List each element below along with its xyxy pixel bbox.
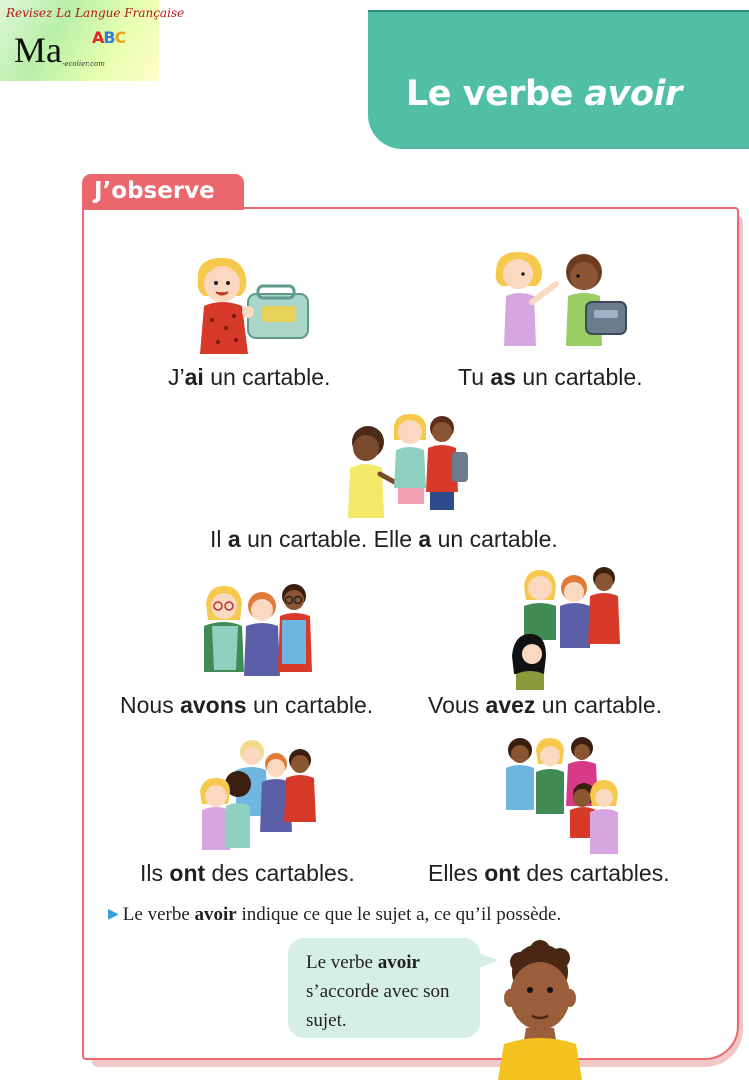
example-nous: Nous avons un cartable. xyxy=(120,692,374,718)
example-tu: Tu as un cartable. xyxy=(458,364,643,390)
example-vous: Vous avez un cartable. xyxy=(428,692,663,718)
section-tab-label: J’observe xyxy=(94,178,215,204)
group-of-children-icon xyxy=(502,734,622,858)
girl-with-schoolbag-icon xyxy=(188,250,314,360)
rule-statement: ▶ Le verbe avoir indique ce que le sujet a, ce qu’il possède. xyxy=(108,904,562,925)
logo-tagline: Revisez La Langue Française xyxy=(6,6,185,20)
logo-ma: Ma xyxy=(14,30,62,70)
title-banner xyxy=(368,10,749,149)
speech-bubble-text: Le verbe avoir s’accorde avec son sujet. xyxy=(306,952,450,1031)
logo-subtext: -ecolier.com xyxy=(62,60,105,68)
speech-bubble xyxy=(288,938,480,1038)
group-of-children-icon xyxy=(508,564,628,690)
observe-panel xyxy=(82,207,739,1060)
site-logo xyxy=(0,0,185,81)
example-il-elle: Il a un cartable. Elle a un cartable. xyxy=(210,526,558,552)
section-tab xyxy=(82,174,244,210)
group-of-children-icon xyxy=(342,412,472,522)
example-ils: Ils ont des cartables. xyxy=(140,860,355,886)
page-title: Le verbe avoir xyxy=(406,74,682,114)
example-elles: Elles ont des cartables. xyxy=(428,860,670,886)
group-of-children-icon xyxy=(198,580,318,690)
children-pointing-icon xyxy=(490,246,630,358)
example-je: J’ai un cartable. xyxy=(168,364,331,390)
arrow-bullet-icon: ▶ xyxy=(108,907,119,922)
boy-character-icon xyxy=(490,940,600,1080)
group-of-children-icon xyxy=(196,736,320,858)
logo-abc-letters: ABC xyxy=(92,28,126,47)
